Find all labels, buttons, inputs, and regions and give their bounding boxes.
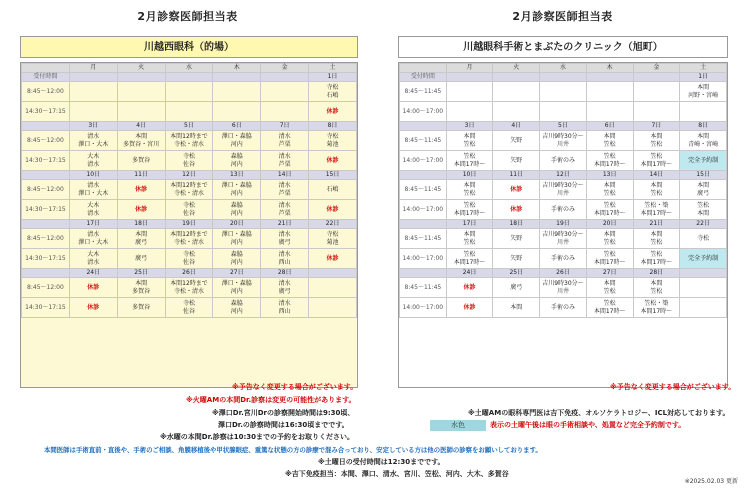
date-cell: 20日 [586,220,633,229]
doctor-cell: 清水 澤口・大木 [69,229,117,249]
date-cell: 18日 [117,220,165,229]
date-cell: 1日 [309,73,357,82]
weekday-header: 火 [117,64,165,73]
doctor-cell: 本間 笠松 [633,229,680,249]
doctor-cell [165,82,213,102]
date-cell: 6日 [213,122,261,131]
doctor-cell: 本間 笠松 [586,180,633,200]
doctor-cell: 休診 [493,200,540,220]
date-cell: 1日 [680,73,727,82]
doctor-cell [165,102,213,122]
date-cell: 11日 [493,171,540,180]
row-label [22,122,70,131]
doctor-cell: 吉川9時30分〜 川井 [540,229,587,249]
note-saturday-hours: ※土曜日の受付時間は12:30までです。 [318,458,445,466]
doctor-cell: 休診 [117,180,165,200]
time-label: 14:00〜17:00 [400,200,447,220]
doctor-cell: 本間12時まで 寺松・清水 [165,180,213,200]
note-change-right: ※予告なく変更する場合がございます。 [610,383,736,391]
doctor-cell: 休診 [117,200,165,220]
doctor-cell [213,102,261,122]
row-label [22,171,70,180]
date-cell: 10日 [69,171,117,180]
right-panel [398,36,728,389]
doctor-cell: 澤口・森脇 河内 [213,180,261,200]
doctor-cell: 寺松 佐谷 [165,151,213,171]
row-label [400,171,447,180]
doctor-cell [633,82,680,102]
doctor-cell: 本間 笠松 [446,229,493,249]
weekday-header: 月 [69,64,117,73]
time-label: 8:45〜12:00 [22,278,70,298]
doctor-cell: 森脇 河内 [213,249,261,269]
update-date: ※2025.02.03 更新 [684,478,738,485]
date-cell: 22日 [680,220,727,229]
date-cell: 10日 [446,171,493,180]
time-label: 8:45〜11:45 [400,180,447,200]
weekday-header: 月 [446,64,493,73]
date-cell: 19日 [165,220,213,229]
clinic-name-right: 川越眼科手術とまぶたのクリニック（旭町） [398,36,728,58]
doctor-cell [446,82,493,102]
doctor-cell [117,82,165,102]
doctor-cell: 清水 澤口・大木 [69,180,117,200]
date-cell: 26日 [540,269,587,278]
date-cell: 15日 [309,171,357,180]
date-cell: 4日 [493,122,540,131]
weekday-header [22,64,70,73]
doctor-cell [586,102,633,122]
date-cell [586,73,633,82]
doctor-cell: 寺松 [680,229,727,249]
date-cell: 13日 [586,171,633,180]
date-cell: 19日 [540,220,587,229]
doctor-cell [493,102,540,122]
doctor-cell: 清水 廣弓 [261,229,309,249]
doctor-cell: 休診 [309,102,357,122]
schedule-table-right [398,62,728,388]
doctor-cell: 大木 清水 [69,151,117,171]
doctor-cell [69,82,117,102]
right-title: 2月診察医師担当表 [512,10,613,23]
note-tuesday: ※火曜AMの本間Dr.診察は変更の可能性があります。 [186,396,356,404]
doctor-cell: 廣弓 [493,278,540,298]
note-saturday-pm: 表示の土曜午後は眼の手術相談や、処置など完全予約制です。 [490,421,686,429]
doctor-cell: 笠松 本間17時〜 [633,249,680,269]
schedule-table-left [20,62,358,388]
doctor-cell: 手術のみ [540,298,587,318]
doctor-cell: 休診 [309,200,357,220]
doctor-cell: 本間 笠松 [446,131,493,151]
doctor-cell: 本間 廣弓 [117,229,165,249]
doctor-cell: 森脇 河内 [213,200,261,220]
doctor-cell: 本間 多賀谷 [117,278,165,298]
doctor-cell: 休診 [69,278,117,298]
time-label: 14:30〜17:15 [22,151,70,171]
date-cell [309,269,357,278]
weekday-header: 水 [540,64,587,73]
time-label: 8:45〜12:00 [22,131,70,151]
doctor-cell [680,102,727,122]
date-cell: 3日 [69,122,117,131]
date-cell [69,73,117,82]
doctor-cell: 澤口・森脇 河内 [213,278,261,298]
note-honma: 本間医師は手術直前・直後や、手術のご相談、角膜移植後や甲状腺眼症、重篤な状態の方の診療で混み合っており、安定している方は他の医師の診察をお願いしております。 [44,446,542,454]
doctor-cell [446,102,493,122]
time-label: 8:45〜11:45 [400,131,447,151]
doctor-cell: 笠松 本間17時〜 [586,151,633,171]
date-cell: 3日 [446,122,493,131]
doctor-cell: 手術のみ [540,249,587,269]
doctor-cell: 清水 廣弓 [261,278,309,298]
time-label: 14:00〜17:00 [400,151,447,171]
left-title: 2月診察医師担当表 [137,10,238,23]
doctor-cell: 笠松 本間 [680,200,727,220]
date-cell: 27日 [586,269,633,278]
row-label [400,122,447,131]
date-cell: 8日 [680,122,727,131]
doctor-cell [586,82,633,102]
doctor-cell [261,82,309,102]
date-cell: 28日 [633,269,680,278]
doctor-cell: 本間 笠松 [586,131,633,151]
date-cell: 17日 [446,220,493,229]
weekday-header: 金 [633,64,680,73]
doctor-cell: 休診 [309,249,357,269]
date-cell [117,73,165,82]
date-cell [261,73,309,82]
date-cell: 7日 [261,122,309,131]
date-cell [680,269,727,278]
doctor-cell: 本間 [493,298,540,318]
doctor-cell: 本間12時まで 寺松・清水 [165,229,213,249]
doctor-cell: 矢野 [493,131,540,151]
date-cell [165,73,213,82]
doctor-cell: 本間 青崎・宮崎 [680,131,727,151]
doctor-cell: 笠松・築 本間17時〜 [633,200,680,220]
date-cell: 24日 [69,269,117,278]
doctor-cell: 笠松 本間17時〜 [586,298,633,318]
date-cell [633,73,680,82]
date-cell: 7日 [633,122,680,131]
doctor-cell: 笠松 本間17時〜 [586,200,633,220]
doctor-cell: 吉川9時30分〜 川井 [540,131,587,151]
doctor-cell: 本間 笠松 [633,180,680,200]
doctor-cell: 清水 芦栗 [261,131,309,151]
date-cell: 18日 [493,220,540,229]
doctor-cell [540,82,587,102]
doctor-cell: 澤口・森脇 河内 [213,229,261,249]
date-cell [493,73,540,82]
date-cell: 14日 [261,171,309,180]
doctor-cell: 笠松 本間17時〜 [633,151,680,171]
doctor-cell [261,102,309,122]
doctor-cell: 吉川9時30分〜 川井 [540,180,587,200]
note-saturday-am: ※土曜AMの眼科専門医は吉下免疫、オルソケラトロジー、ICL対応しております。 [468,409,730,417]
date-cell: 12日 [165,171,213,180]
time-label: 8:45〜11:45 [400,82,447,102]
date-cell: 5日 [540,122,587,131]
date-cell: 13日 [213,171,261,180]
date-cell: 26日 [165,269,213,278]
date-cell: 14日 [633,171,680,180]
doctor-cell [309,298,357,318]
doctor-cell: 多賀谷 [117,151,165,171]
weekday-header [400,64,447,73]
date-cell: 4日 [117,122,165,131]
doctor-cell: 寺松 佐谷 [165,200,213,220]
note-sawaguchi-1: ※澤口Dr.宮川Drの診察開始時間は9:30頃、 [212,409,355,417]
doctor-cell: 清水 西山 [261,249,309,269]
note-change-left: ※予告なく変更する場合がございます。 [232,383,358,391]
doctor-cell: 笠松 本間17時〜 [446,249,493,269]
weekday-header: 木 [586,64,633,73]
doctor-cell: 清水 芦栗 [261,200,309,220]
date-cell: 28日 [261,269,309,278]
date-cell: 25日 [117,269,165,278]
doctor-cell: 石嶋 [309,180,357,200]
date-cell [540,73,587,82]
date-cell: 5日 [165,122,213,131]
time-label: 14:30〜17:15 [22,298,70,318]
date-cell: 24日 [446,269,493,278]
time-label: 8:45〜12:00 [22,82,70,102]
legend-swatch: 水色 [430,420,486,431]
date-cell: 12日 [540,171,587,180]
doctor-cell: 吉川9時30分〜 川井 [540,278,587,298]
doctor-cell: 寺松 佐谷 [165,298,213,318]
doctor-cell: 笠松・築 本間17時〜 [633,298,680,318]
doctor-cell: 本間12時まで 寺松・清水 [165,278,213,298]
doctor-cell: 完全予約制 [680,151,727,171]
doctor-cell: 矢野 [493,249,540,269]
doctor-cell: 森脇 河内 [213,298,261,318]
time-label: 8:45〜12:00 [22,180,70,200]
doctor-cell: 廣弓 [117,249,165,269]
weekday-header: 火 [493,64,540,73]
date-cell: 17日 [69,220,117,229]
time-label: 14:30〜17:15 [22,200,70,220]
time-label: 8:45〜11:45 [400,229,447,249]
row-label [400,220,447,229]
date-cell [213,73,261,82]
row-label: 受付時間 [400,73,447,82]
doctor-cell: 澤口・森脇 河内 [213,131,261,151]
clinic-name-left: 川越西眼科（的場） [20,36,358,58]
doctor-cell: 本間12時まで 寺松・清水 [165,131,213,151]
doctor-cell: 本間 笠松 [633,131,680,151]
doctor-cell: 寺松 佐谷 [165,249,213,269]
weekday-header: 水 [165,64,213,73]
time-label: 8:45〜11:45 [400,278,447,298]
date-cell: 21日 [261,220,309,229]
row-label [22,269,70,278]
doctor-cell: 本間 多賀谷・宮川 [117,131,165,151]
doctor-cell: 休診 [493,180,540,200]
doctor-cell: 清水 芦栗 [261,180,309,200]
time-label: 8:45〜12:00 [22,229,70,249]
doctor-cell [680,278,727,298]
date-cell: 20日 [213,220,261,229]
doctor-cell: 笠松 本間17時〜 [446,151,493,171]
time-label: 14:00〜17:00 [400,249,447,269]
doctor-cell [69,102,117,122]
date-cell: 22日 [309,220,357,229]
weekday-header: 木 [213,64,261,73]
date-cell: 27日 [213,269,261,278]
doctor-cell: 寺松 菊池 [309,229,357,249]
doctor-cell: 清水 西山 [261,298,309,318]
weekday-header: 土 [680,64,727,73]
doctor-cell [493,82,540,102]
doctor-cell: 手術のみ [540,200,587,220]
note-sawaguchi-2: 澤口Dr.の診察時間は16:30頃までです。 [218,421,349,429]
date-cell: 25日 [493,269,540,278]
doctor-cell: 清水 澤口・大木 [69,131,117,151]
doctor-cell [633,102,680,122]
doctor-cell: 矢野 [493,229,540,249]
doctor-cell: 本間 笠松 [633,278,680,298]
doctor-cell: 本間 笠松 [446,180,493,200]
doctor-cell [540,102,587,122]
doctor-cell: 本間 河野・宮崎 [680,82,727,102]
note-wednesday: ※水曜の本間Dr.診察は10:30までの予約をお取りください。 [160,433,355,441]
doctor-cell [117,102,165,122]
date-cell: 6日 [586,122,633,131]
doctor-cell: 本間 笠松 [586,229,633,249]
date-cell: 21日 [633,220,680,229]
doctor-cell: 完全予約制 [680,249,727,269]
time-label: 14:00〜17:00 [400,298,447,318]
doctor-cell: 森脇 河内 [213,151,261,171]
doctor-cell [309,278,357,298]
doctor-cell: 笠松 本間17時〜 [446,200,493,220]
time-label: 14:00〜17:00 [400,102,447,122]
doctor-cell: 笠松 本間17時〜 [586,249,633,269]
date-cell: 8日 [309,122,357,131]
doctor-cell: 休診 [446,278,493,298]
date-cell [446,73,493,82]
doctor-cell [680,298,727,318]
doctor-cell: 寺松 菊池 [309,131,357,151]
date-cell: 15日 [680,171,727,180]
doctor-cell [213,82,261,102]
note-doctors: ※吉下免疫担当：本間、澤口、清水、宮川、笠松、河内、大木、多賀谷 [285,470,509,478]
doctor-cell: 多賀谷 [117,298,165,318]
row-label [22,220,70,229]
row-label [400,269,447,278]
doctor-cell: 手術のみ [540,151,587,171]
doctor-cell: 大木 清水 [69,249,117,269]
row-label: 受付時間 [22,73,70,82]
doctor-cell: 休診 [309,151,357,171]
doctor-cell: 大木 清水 [69,200,117,220]
doctor-cell: 寺松 石嶋 [309,82,357,102]
time-label: 14:30〜17:15 [22,102,70,122]
left-panel [20,36,358,389]
doctor-cell: 本間 笠松 [586,278,633,298]
weekday-header: 土 [309,64,357,73]
doctor-cell: 休診 [69,298,117,318]
doctor-cell: 矢野 [493,151,540,171]
time-label: 14:30〜17:15 [22,249,70,269]
doctor-cell: 清水 芦栗 [261,151,309,171]
doctor-cell: 休診 [446,298,493,318]
doctor-cell: 本間 廣弓 [680,180,727,200]
weekday-header: 金 [261,64,309,73]
date-cell: 11日 [117,171,165,180]
